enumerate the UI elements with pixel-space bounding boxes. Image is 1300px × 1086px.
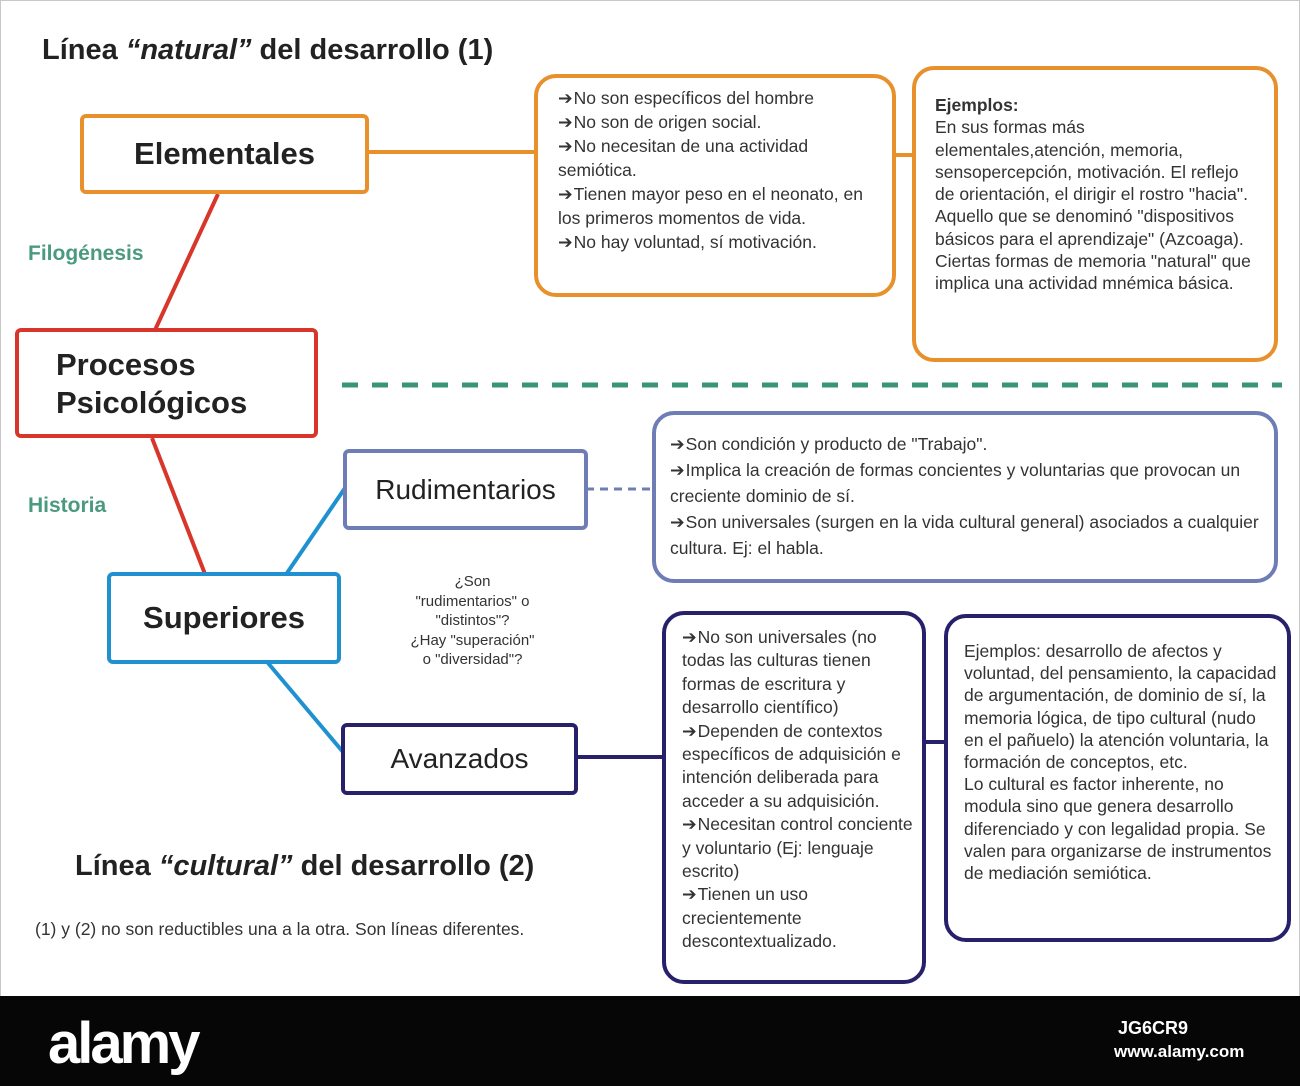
arrow-icon: ➔ — [682, 720, 697, 741]
title-natural-post: del desarrollo (1) — [251, 34, 494, 66]
arrow-icon: ➔ — [682, 814, 697, 835]
connector-procesos-superiores — [152, 438, 205, 574]
feature-text: No necesitan de una actividad semiótica. — [558, 136, 809, 180]
feature-item — [670, 431, 1260, 457]
feature-item — [682, 626, 914, 720]
feature-text: Son universales (surgen en la vida cultural general) asociados a cualquier cultura. Ej: el habla. — [670, 512, 1259, 558]
examples-paragraph: Ejemplos: desarrollo de afectos y voluntad, del pensamiento, la capacidad de argumentación, de dominio de sí, la memoria lógica, de tipo cultural (nudo en el pañuelo) la atención voluntaria, la formación de conceptos, etc. — [964, 641, 1277, 773]
node-rudimentarios-label: Rudimentarios — [375, 473, 556, 505]
node-procesos-line2: Psicológicos — [56, 385, 248, 420]
feature-item — [558, 182, 878, 230]
title-cultural-pre: Línea — [75, 850, 159, 882]
node-rudimentarios — [343, 449, 588, 530]
connector-elementales-procesos — [155, 194, 218, 330]
arrow-icon: ➔ — [558, 136, 573, 156]
feature-text: No hay voluntad, sí motivación. — [573, 232, 817, 252]
feature-text: Tienen un uso crecientemente descontextualizado. — [682, 884, 837, 952]
node-superiores — [107, 572, 341, 664]
feature-item — [670, 457, 1260, 509]
question-line: "distintos"? — [435, 612, 510, 629]
watermark-brand: alamy — [48, 1011, 198, 1076]
arrow-icon: ➔ — [558, 184, 573, 204]
examples-heading: Ejemplos: — [935, 95, 1019, 115]
node-elementales — [80, 114, 369, 194]
question-line: "rudimentarios" o — [415, 592, 530, 610]
title-natural-pre: Línea — [42, 34, 126, 66]
feature-item — [558, 134, 878, 182]
arrow-icon: ➔ — [558, 232, 573, 252]
label-filogenesis: Filogénesis — [28, 242, 144, 265]
box-elementales-examples — [912, 66, 1278, 362]
watermark-code: JG6CR9 — [1118, 1018, 1189, 1038]
box-rudimentarios-features — [652, 411, 1278, 583]
title-cultural-em: “cultural” — [158, 850, 293, 882]
node-elementales-label: Elementales — [134, 136, 315, 171]
title-cultural-post: del desarrollo (2) — [292, 850, 535, 882]
question-line: o "diversidad"? — [422, 651, 523, 668]
feature-text: Necesitan control conciente y voluntario (Ej: lenguaje escrito) — [682, 814, 913, 882]
feature-item — [558, 86, 878, 110]
feature-text: No son de origen social. — [573, 112, 762, 132]
watermark-url: www.alamy.com — [1114, 1042, 1245, 1061]
footnote: (1) y (2) no son reductibles una a la otra. Son líneas diferentes. — [35, 919, 525, 939]
feature-item — [558, 110, 878, 134]
connector-superiores-avanzados — [268, 663, 343, 752]
arrow-icon: ➔ — [670, 512, 685, 532]
connector-superiores-rudimentarios — [287, 488, 345, 573]
title-natural-line — [42, 34, 493, 67]
node-procesos-psicologicos — [15, 328, 318, 438]
arrow-icon: ➔ — [682, 627, 697, 647]
feature-item — [682, 883, 914, 953]
feature-text: Dependen de contextos específicos de adquisición e intención deliberada para acceder a su adquisición. — [682, 720, 901, 811]
arrow-icon: ➔ — [670, 460, 685, 480]
label-historia: Historia — [28, 494, 107, 517]
feature-item — [682, 720, 914, 814]
box-avanzados-examples — [944, 614, 1291, 942]
node-superiores-label: Superiores — [143, 600, 305, 635]
box-elementales-features — [534, 74, 896, 297]
node-avanzados — [341, 723, 578, 795]
feature-item — [670, 509, 1260, 561]
arrow-icon: ➔ — [670, 434, 685, 454]
feature-text: No son universales (no todas las culturas tienen formas de escritura y desarrollo científico) — [682, 627, 877, 718]
feature-item — [682, 813, 914, 883]
feature-text: No son específicos del hombre — [573, 88, 814, 108]
arrow-icon: ➔ — [558, 112, 573, 132]
question-line: ¿Son — [454, 573, 491, 590]
title-cultural-line — [75, 850, 534, 883]
box-avanzados-features — [662, 611, 926, 984]
title-natural-em: “natural” — [125, 34, 252, 66]
feature-text: Tienen mayor peso en el neonato, en los primeros momentos de vida. — [558, 184, 863, 228]
question-line: ¿Hay "superación" — [410, 631, 535, 649]
arrow-icon: ➔ — [558, 88, 573, 108]
feature-text: Son condición y producto de "Trabajo". — [685, 434, 988, 454]
node-avanzados-label: Avanzados — [390, 743, 529, 774]
examples-body: En sus formas más elementales,atención, memoria, sensopercepción, motivación. El reflejo de orientación, el dirigir el rostro "hacia". Aquello que se denominó "dispositivos básicos para el aprendizaje" (Azcoaga). Ciertas formas de memoria "natural" que implica una actividad mnémica básica. — [935, 117, 1251, 294]
question-note — [385, 572, 560, 670]
examples-paragraph: Lo cultural es factor inherente, no modula sino que genera desarrollo diferenciado y con legalidad propia. Se valen para organizarse de instrumentos de mediación semiótica. — [964, 774, 1272, 884]
feature-item — [558, 230, 878, 254]
feature-text: Implica la creación de formas concientes y voluntarias que provocan un creciente dominio de sí. — [670, 460, 1241, 506]
arrow-icon: ➔ — [682, 884, 697, 905]
node-procesos-line1: Procesos — [56, 347, 196, 382]
